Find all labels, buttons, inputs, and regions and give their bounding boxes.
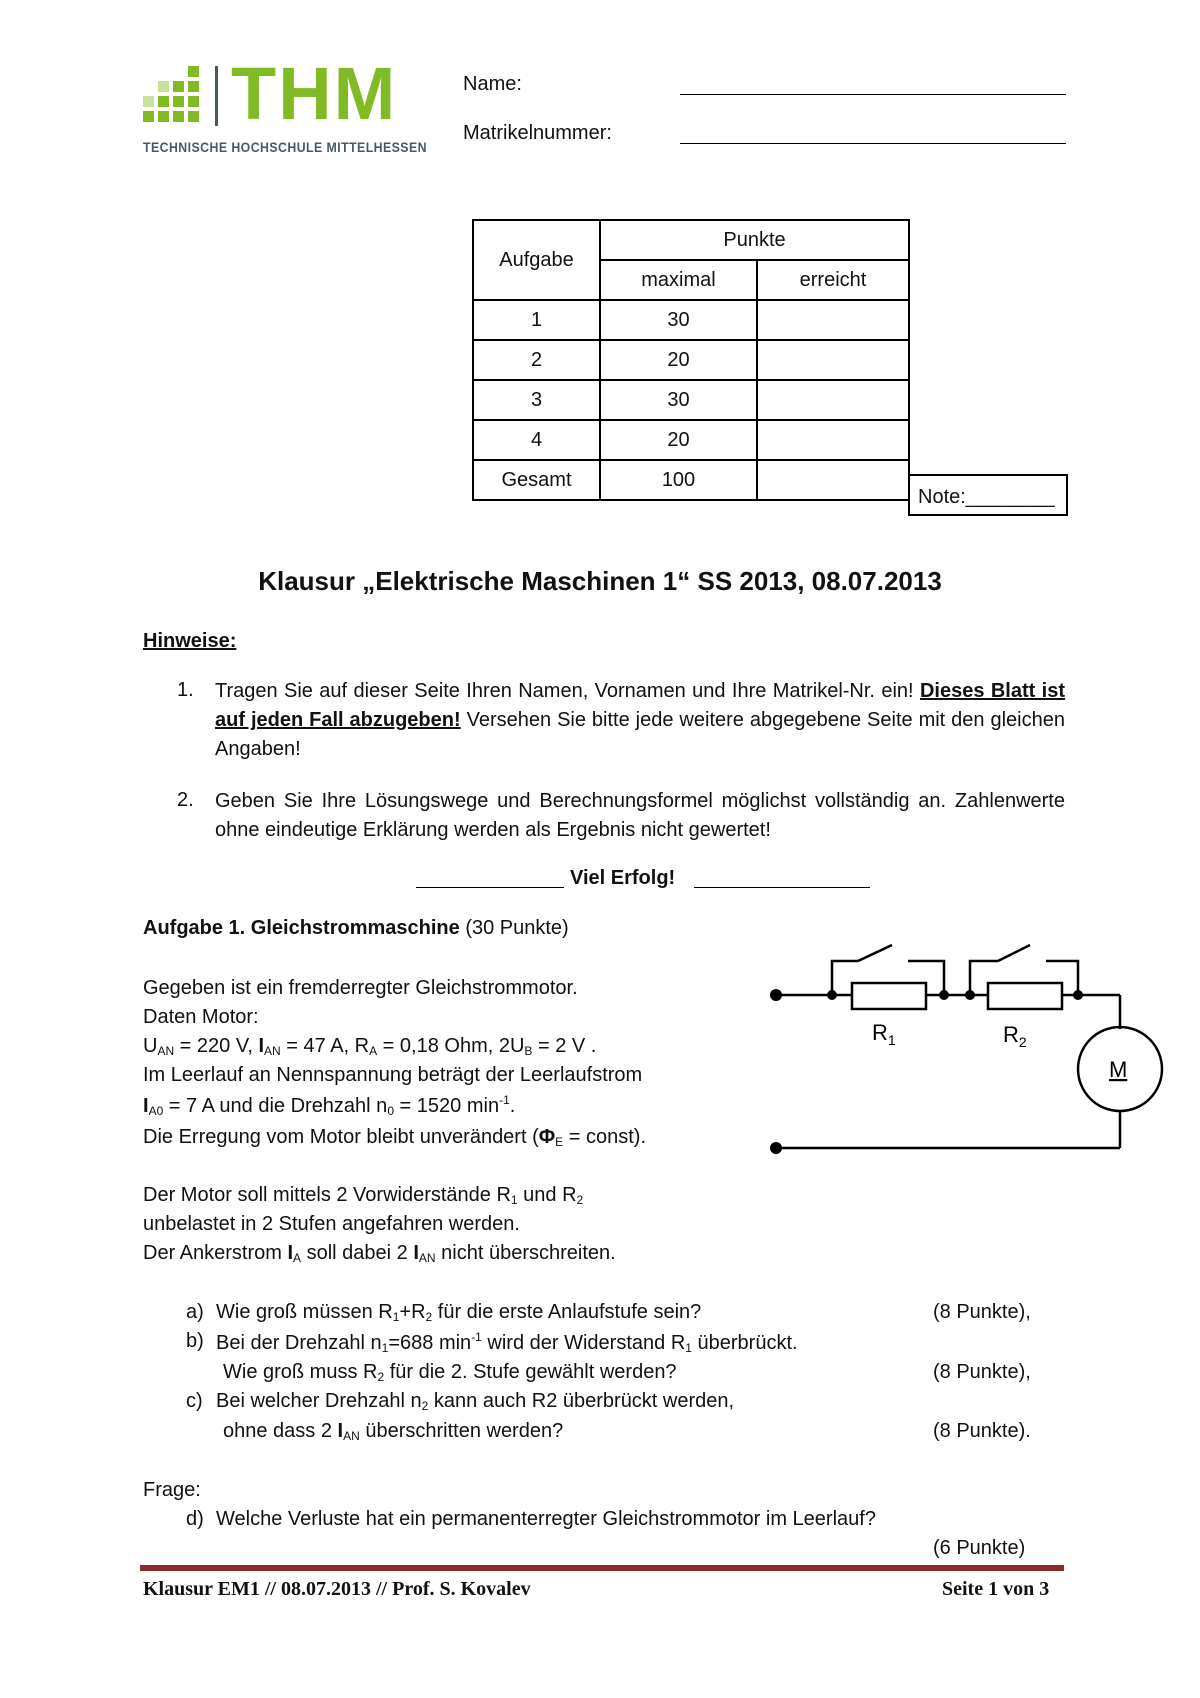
aufgabe1-line5 (143, 1093, 515, 1118)
achieved-cell[interactable] (757, 340, 909, 380)
text: wird der Widerstand R (481, 1332, 686, 1354)
aufgabe1-heading (143, 917, 569, 940)
task-cell: Gesamt (473, 460, 600, 500)
logo-subtitle: TECHNISCHE HOCHSCHULE MITTELHESSEN (143, 139, 427, 155)
sub-1: 1 (685, 1341, 692, 1355)
sub-2: 2 (377, 1370, 385, 1384)
achieved-cell[interactable] (757, 300, 909, 340)
aufgabe1-line1: Gegeben ist ein fremderregter Gleichstrommotor. (143, 977, 578, 999)
logo-dots-icon (143, 66, 203, 128)
table-row (473, 380, 909, 420)
max-cell: 30 (600, 380, 757, 420)
viel-erfolg-line-left (416, 887, 564, 888)
r2-label: $R_2$ (1003, 1022, 1027, 1050)
matrikel-label: Matrikelnummer: (463, 122, 612, 144)
text: ohne dass 2 (223, 1420, 338, 1442)
achieved-cell[interactable] (757, 420, 909, 460)
text: und R (517, 1184, 577, 1206)
question-b (216, 1330, 798, 1355)
score-table (472, 219, 910, 501)
max-cell: 100 (600, 460, 757, 500)
text: nicht überschreiten. (435, 1242, 616, 1264)
thm-logo (143, 52, 427, 162)
aufgabe1-line2: Daten Motor: (143, 1006, 259, 1028)
aufgabe1-line4: Im Leerlauf an Nennspannung beträgt der Leerlaufstrom (143, 1064, 643, 1086)
matrikel-field[interactable] (680, 143, 1066, 144)
sub-an: AN (418, 1251, 436, 1265)
hint-2-text: Geben Sie Ihre Lösungswege und Berechnungsformel möglichst vollständig an. Zahlenwerte ohne eindeutige Erklärung werden als Ergebnis nicht gewertet! (215, 790, 1065, 841)
sub-an: AN (343, 1429, 360, 1443)
text: . (509, 1095, 516, 1117)
aufgabe1-line3 (143, 1035, 596, 1058)
sub-1: 1 (510, 1193, 518, 1207)
hint-2-number: 2. (177, 789, 194, 811)
max-cell: 20 (600, 420, 757, 460)
exam-title: Klausur „Elektrische Maschinen 1“ SS 2013, 08.07.2013 (258, 566, 942, 596)
note-box[interactable] (908, 474, 1068, 516)
table-row (473, 460, 909, 500)
sup-minus1: -1 (499, 1093, 510, 1107)
sub-2: 2 (576, 1193, 584, 1207)
text: überschritten werden? (359, 1420, 564, 1442)
aufgabe1-line6 (143, 1126, 646, 1149)
task-cell: 4 (473, 420, 600, 460)
table-row (473, 340, 909, 380)
switch-s2 (970, 961, 998, 995)
sub-e: E (555, 1135, 564, 1149)
text: für die erste Anlaufstufe sein? (432, 1301, 702, 1323)
question-c (216, 1390, 734, 1413)
r1-label: $R_1$ (872, 1020, 896, 1048)
aufgabe1-heading-bold: Aufgabe 1. Gleichstrommaschine (143, 917, 460, 939)
text: = 220 V, (174, 1035, 259, 1057)
sym-i: I (143, 1095, 149, 1117)
task-cell: 2 (473, 340, 600, 380)
sym-i: I (287, 1242, 294, 1264)
text: Bei der Drehzahl n (216, 1332, 382, 1354)
table-header-maximal: maximal (600, 260, 757, 300)
table-row (473, 420, 909, 460)
sub-b: B (524, 1044, 533, 1058)
aufgabe1-heading-points: (30 Punkte) (459, 917, 569, 939)
sym-i: I (337, 1420, 344, 1442)
question-d-label: d) (186, 1508, 204, 1530)
table-header-punkte: Punkte (600, 220, 909, 260)
max-cell: 30 (600, 300, 757, 340)
terminal-bottom (770, 1142, 782, 1154)
question-d-points: (6 Punkte) (933, 1537, 1026, 1559)
text: für die 2. Stufe gewählt werden? (384, 1361, 677, 1383)
text: =688 min (388, 1332, 472, 1354)
resistor-r2 (988, 983, 1062, 1009)
footer-left: Klausur EM1 // 08.07.2013 // Prof. S. Kovalev (143, 1578, 531, 1600)
hint-1-part-b: Versehen Sie bitte jede weitere abgegebene Seite mit den gleichen Angaben! (215, 709, 1065, 760)
hint-1-part-a: Tragen Sie auf dieser Seite Ihren Namen, Vornamen und Ihre Matrikel-Nr. ein! (215, 680, 914, 702)
text: = const). (563, 1126, 646, 1148)
hint-1-bold: Dieses Blatt ist auf jeden Fall abzugeben! (215, 680, 1066, 731)
motor-label: M (1109, 1057, 1128, 1082)
aufgabe1-line8: unbelastet in 2 Stufen angefahren werden. (143, 1213, 520, 1235)
hinweise-heading: Hinweise: (143, 630, 237, 652)
question-c-line2 (223, 1420, 563, 1443)
table-row (473, 300, 909, 340)
sub-1: 1 (392, 1310, 400, 1324)
text: = 0,18 Ohm, 2U (377, 1035, 525, 1057)
table-header-aufgabe: Aufgabe (473, 220, 600, 300)
sub-a: A (369, 1044, 378, 1058)
name-field[interactable] (680, 94, 1066, 95)
question-b-points: (8 Punkte), (933, 1361, 1031, 1383)
text: Die Erregung vom Motor bleibt unverändert ( (143, 1126, 539, 1148)
aufgabe1-line7 (143, 1184, 583, 1207)
aufgabe1-line9 (143, 1242, 616, 1265)
question-a (216, 1301, 701, 1324)
task-cell: 1 (473, 300, 600, 340)
terminal-top (770, 989, 782, 1001)
footer-page-number: Seite 1 von 3 (942, 1578, 1050, 1600)
question-a-label: a) (186, 1301, 204, 1323)
sub-a: A (293, 1251, 302, 1265)
question-c-label: c) (186, 1390, 203, 1412)
name-label: Name: (463, 73, 522, 95)
note-label: Note:________ (918, 486, 1055, 508)
circuit-diagram (760, 935, 1180, 1165)
sym-phi: Φ (538, 1126, 556, 1148)
sub-an: AN (264, 1044, 281, 1058)
question-b-line2 (223, 1361, 677, 1384)
logo-divider (215, 66, 218, 126)
sym-i: I (258, 1035, 265, 1057)
sym-u: U (143, 1035, 158, 1057)
text: = 1520 min (394, 1095, 500, 1117)
text: = 2 V . (532, 1035, 597, 1057)
text: Wie groß muss R (223, 1361, 378, 1383)
text: Der Ankerstrom (143, 1242, 288, 1264)
frage-label: Frage: (143, 1479, 201, 1501)
text: = 7 A und die Drehzahl n (163, 1095, 388, 1117)
sub-2: 2 (425, 1310, 433, 1324)
sub-2: 2 (421, 1399, 429, 1413)
question-b-label: b) (186, 1330, 204, 1352)
viel-erfolg: Viel Erfolg! (570, 867, 676, 889)
viel-erfolg-line-right (694, 887, 870, 888)
sub-1: 1 (381, 1341, 389, 1355)
hint-1-text (215, 677, 1065, 764)
sym-i: I (413, 1242, 419, 1264)
text: Wie groß müssen R (216, 1301, 393, 1323)
sup-minus1: -1 (471, 1330, 482, 1344)
max-cell: 20 (600, 340, 757, 380)
question-d: Welche Verluste hat ein permanenterregter Gleichstrommotor im Leerlauf? (216, 1508, 876, 1530)
sub-a0: A0 (148, 1104, 164, 1118)
sub-0: 0 (387, 1104, 394, 1118)
text: Bei welcher Drehzahl n (216, 1390, 422, 1412)
table-header-erreicht: erreicht (757, 260, 909, 300)
footer-bar (140, 1565, 1064, 1571)
hint-1-number: 1. (177, 679, 194, 701)
task-cell: 3 (473, 380, 600, 420)
achieved-cell[interactable] (757, 460, 909, 500)
question-c-points: (8 Punkte). (933, 1420, 1031, 1442)
text: = 47 A, R (280, 1035, 370, 1057)
text: überbrückt. (691, 1332, 798, 1354)
text: +R (399, 1301, 426, 1323)
text: soll dabei 2 (301, 1242, 414, 1264)
resistor-r1 (852, 983, 926, 1009)
text: kann auch R2 überbrückt werden, (428, 1390, 735, 1412)
question-a-points: (8 Punkte), (933, 1301, 1031, 1323)
logo-text: THM (231, 52, 398, 135)
switch-s1 (832, 961, 858, 995)
achieved-cell[interactable] (757, 380, 909, 420)
text: Der Motor soll mittels 2 Vorwiderstände R (143, 1184, 511, 1206)
sub-an: AN (157, 1044, 175, 1058)
